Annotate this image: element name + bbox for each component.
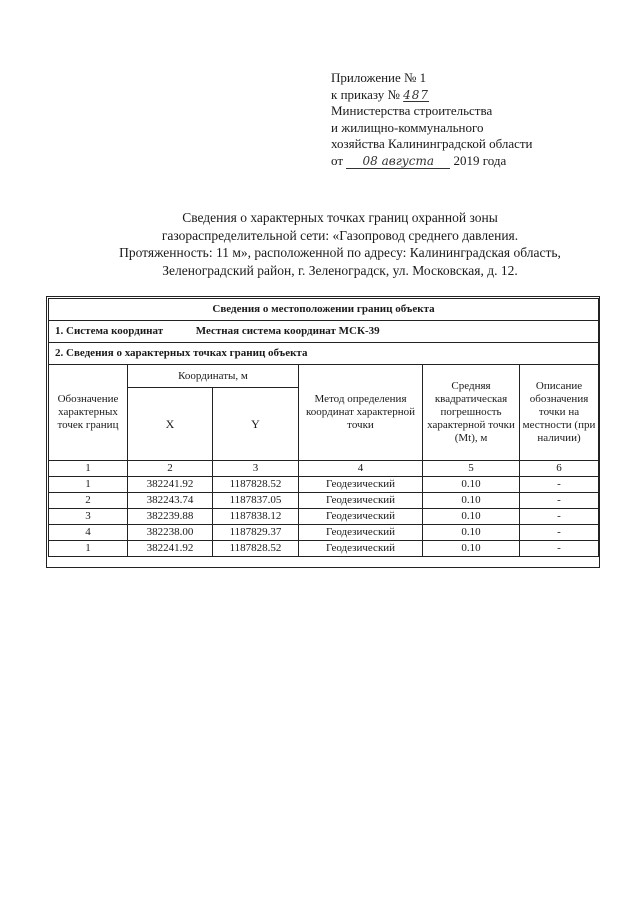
col-index-2: 2 [128, 461, 213, 477]
cell-desc: - [520, 493, 599, 509]
heading-line-4: Зеленоградский район, г. Зеленоградск, ул. Московская, д. 12. [162, 262, 518, 278]
cell-method: Геодезический [299, 509, 423, 525]
table-row [49, 493, 599, 509]
order-number-handwritten: 487 [403, 87, 430, 102]
header-coords: Координаты, м [128, 365, 299, 388]
table-title: Сведения о местоположении границ объекта [49, 299, 599, 321]
cell-error: 0.10 [423, 509, 520, 525]
col-index-5: 5 [423, 461, 520, 477]
header-error: Средняя квадратическая погрешность характерной точки (Mt), м [423, 365, 520, 461]
col-index-6: 6 [520, 461, 599, 477]
cell-y: 1187828.52 [213, 477, 299, 493]
table-row [49, 525, 599, 541]
cell-method: Геодезический [299, 541, 423, 557]
header-point: Обозначение характерных точек границ [49, 365, 128, 461]
cell-error: 0.10 [423, 493, 520, 509]
points-section-label: 2. Сведения о характерных точках границ объекта [49, 343, 599, 365]
table-title-row [49, 299, 599, 321]
cell-x: 382241.92 [128, 541, 213, 557]
heading-line-3: Протяженность: 11 м», расположенной по адресу: Калининградская область, [119, 245, 561, 260]
ministry-line-3: хозяйства Калининградской области [331, 136, 533, 151]
cell-desc: - [520, 477, 599, 493]
cell-y: 1187837.05 [213, 493, 299, 509]
table-row [49, 541, 599, 557]
cell-point: 1 [49, 541, 128, 557]
order-line [331, 87, 631, 104]
heading-line-1: Сведения о характерных точках границ охранной зоны [182, 210, 498, 225]
ministry-line-1: Министерства строительства [331, 103, 493, 118]
cell-point: 1 [49, 477, 128, 493]
cell-method: Геодезический [299, 477, 423, 493]
date-handwritten: 08 августа [346, 155, 450, 169]
header-method: Метод определения координат характерной точки [299, 365, 423, 461]
coord-system-value: Местная система координат МСК-39 [195, 325, 380, 337]
cell-point: 2 [49, 493, 128, 509]
appendix-title: Приложение № 1 [331, 70, 427, 85]
points-section-row [49, 343, 599, 365]
cell-point: 3 [49, 509, 128, 525]
header-x: X [128, 388, 213, 461]
date-line [331, 153, 631, 170]
col-index-3: 3 [213, 461, 299, 477]
cell-method: Геодезический [299, 493, 423, 509]
header-row-1 [49, 365, 599, 388]
header-y: Y [213, 388, 299, 461]
ministry-line-2: и жилищно-коммунального [331, 119, 484, 135]
col-index-4: 4 [299, 461, 423, 477]
cell-y: 1187829.37 [213, 525, 299, 541]
date-suffix: 2019 года [453, 152, 507, 168]
cell-desc: - [520, 509, 599, 525]
cell-desc: - [520, 525, 599, 541]
header-description: Описание обозначения точки на местности (при наличии) [520, 365, 599, 461]
cell-x: 382239.88 [128, 509, 213, 525]
table-row [49, 509, 599, 525]
cell-error: 0.10 [423, 525, 520, 541]
heading-line-2: газораспределительной сети: «Газопровод среднего давления. [161, 227, 519, 243]
boundary-points-table [48, 298, 599, 557]
cell-y: 1187828.52 [213, 541, 299, 557]
cell-x: 382238.00 [128, 525, 213, 541]
order-prefix: к приказу № [331, 86, 400, 102]
date-prefix: от [331, 152, 344, 168]
coord-system-label: 1. Система координат [55, 325, 164, 337]
document-heading [40, 209, 640, 279]
cell-x: 382241.92 [128, 477, 213, 493]
coord-system-row [49, 321, 599, 343]
appendix-block [331, 70, 631, 169]
cell-error: 0.10 [423, 541, 520, 557]
column-index-row [49, 461, 599, 477]
cell-desc: - [520, 541, 599, 557]
col-index-1: 1 [49, 461, 128, 477]
cell-error: 0.10 [423, 477, 520, 493]
cell-x: 382243.74 [128, 493, 213, 509]
cell-point: 4 [49, 525, 128, 541]
table-row [49, 477, 599, 493]
cell-y: 1187838.12 [213, 509, 299, 525]
cell-method: Геодезический [299, 525, 423, 541]
